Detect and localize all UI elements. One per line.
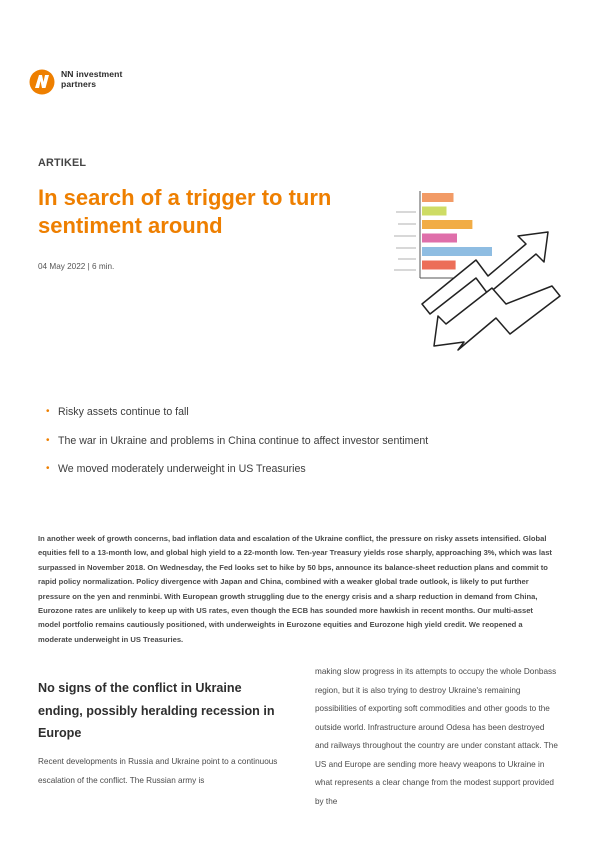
key-point-item: • Risky assets continue to fall <box>38 404 558 433</box>
logo-line-2: partners <box>61 79 97 89</box>
key-points-list <box>38 404 558 490</box>
logo-wordmark <box>61 69 122 89</box>
illustration-bar <box>422 207 447 216</box>
category-label: ARTIKEL <box>38 157 87 169</box>
illustration-bar <box>422 261 456 270</box>
intro-paragraph: In another week of growth concerns, bad inflation data and escalation of the Ukraine conflict, the pressure on risky assets intensified. Global equities fell to a 13-month low, and global high yield to a 22-month low. Ten-year Treasury yields rose sharply, approaching 3%, which was last surpassed in November 2018. On Wednesday, the Fed looks set to hike by 50 bps, announce its balance-sheet reduction plans and commit to rapid policy normalization. Policy divergence with Japan and China, combined with a weaker global trade outlook, is likely to put further pressure on the yen and renminbi. With European growth struggling due to the energy crisis and a sharp reduction in demand from China, Eurozone rates are unlikely to keep up with US rates, even though the ECB has sounded more hawkish in recent months. Our multi-asset model portfolio remains cautiously positioned, with underweights in Eurozone equities and Eurozone high yield credit. We reopened a moderate underweight in US Treasuries. <box>38 534 552 644</box>
body-column-1: Recent developments in Russia and Ukraine point to a continuous escalation of the conflict. The Russian army is <box>38 757 278 785</box>
illustration-bar <box>422 234 457 243</box>
article-title <box>38 184 378 240</box>
illustration-bars <box>422 193 492 270</box>
section-heading: No signs of the conflict in Ukraine ending, possibly heralding recession in Europe <box>38 681 275 740</box>
title-line-2: sentiment around <box>38 213 223 238</box>
illustration-bar <box>422 193 454 202</box>
nn-logo-icon <box>28 67 56 97</box>
bar-chart-with-arrows-illustration <box>388 186 568 351</box>
title-line-1: In search of a trigger to turn <box>38 185 332 210</box>
nn-investment-partners-logo[interactable] <box>28 67 148 97</box>
body-column-2: making slow progress in its attempts to occupy the whole Donbass region, but it is also trying to destroy Ukraine's remaining possibilities of exporting soft commodities and other goods to the outside world. Infrastructure around Odesa has been destroyed and railways throughout the country are under constant attack. The US and Europe are sending more heavy weapons to Ukraine in what represents a clear change from the modest support provided by the <box>315 667 558 806</box>
key-point-item: • The war in Ukraine and problems in China continue to affect investor sentiment <box>38 433 558 462</box>
article-meta: 04 May 2022 | 6 min. <box>38 262 115 271</box>
logo-line-1: NN investment <box>61 69 123 79</box>
illustration-bar <box>422 247 492 256</box>
illustration-bar <box>422 220 472 229</box>
illustration-scribble-labels <box>394 212 416 270</box>
key-point-item: • We moved moderately underweight in US Treasuries <box>38 461 558 490</box>
